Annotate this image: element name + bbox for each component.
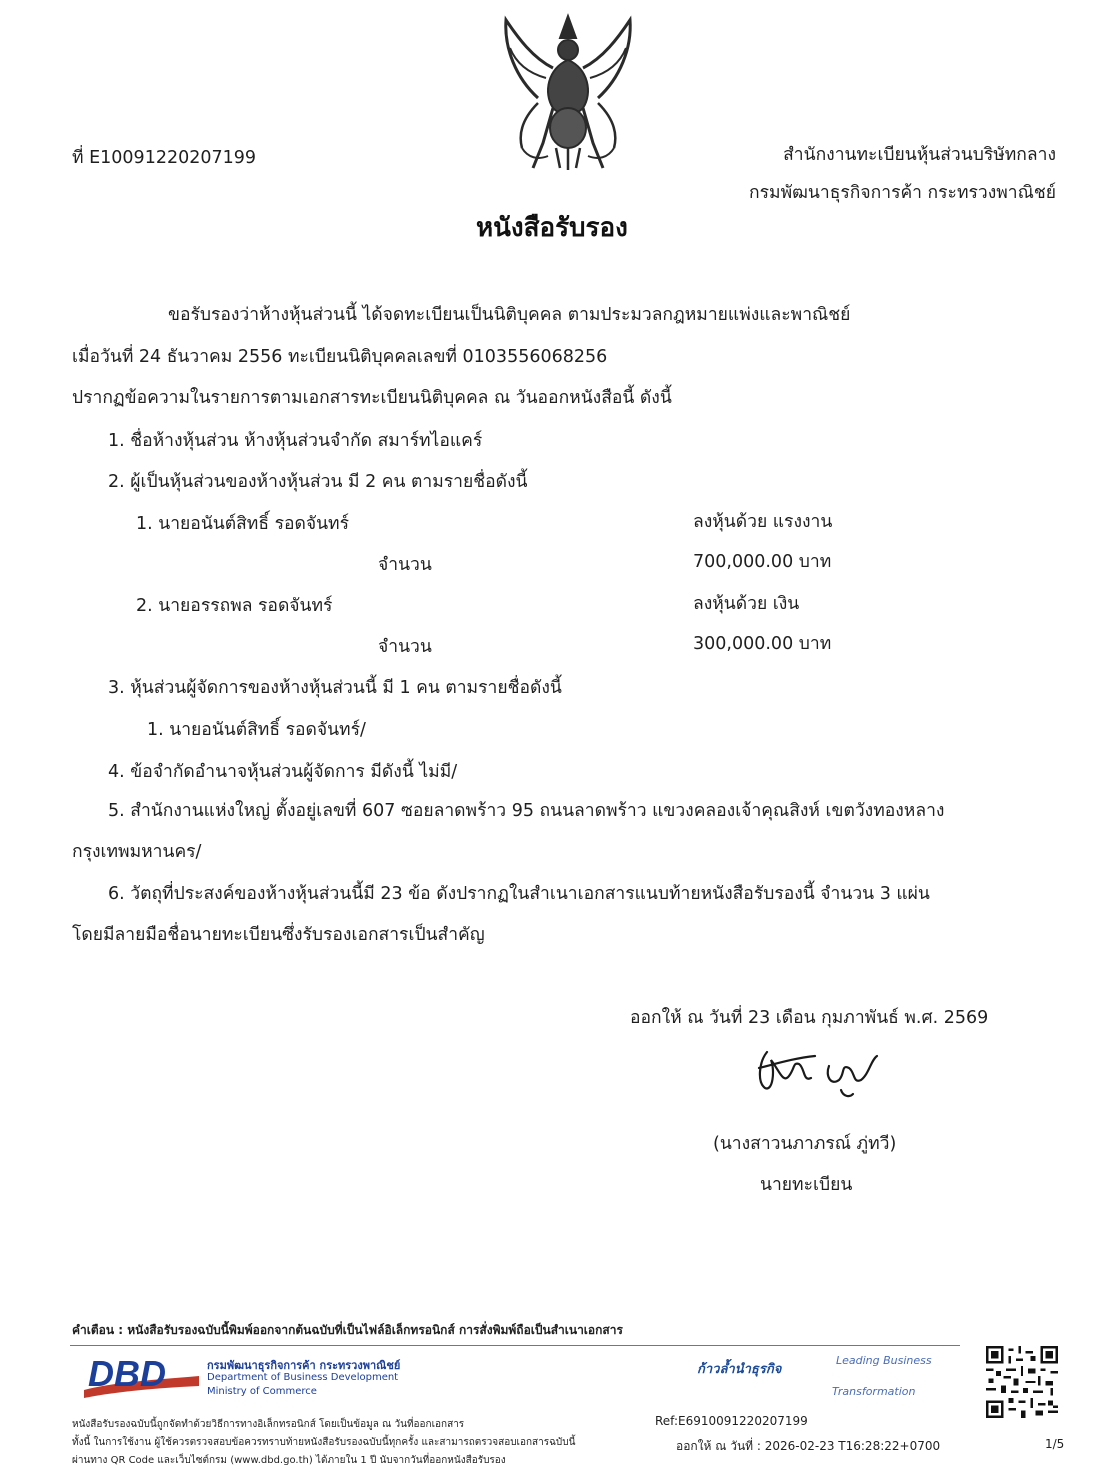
footer-note-3: ผ่านทาง QR Code และเว็บไซต์กรม (www.dbd.go.th) ได้ภายใน 1 ปี นับจากวันที่ออกหนังสือรับรอง: [72, 1455, 506, 1466]
item-3-managing-partners: 3. หุ้นส่วนผู้จัดการของห้างหุ้นส่วนนี้ มี 1 คน ตามรายชื่อดังนี้: [108, 678, 562, 698]
slogan-thai: ก้าวล้ำนำธุรกิจ: [697, 1362, 782, 1377]
item-5-head-office: 5. สำนักงานแห่งใหญ่ ตั้งอยู่เลขที่ 607 ซอยลาดพร้าว 95 ถนนลาดพร้าว แขวงคลองเจ้าคุณสิงห์ เขตวังทองหลาง: [108, 801, 945, 821]
slogan-english-1: Leading Business: [836, 1354, 932, 1367]
reference-number: Ref:E6910091220207199: [655, 1414, 808, 1428]
page-number: 1/5: [1045, 1437, 1065, 1451]
footer-warning: คำเตือน : หนังสือรับรองฉบับนี้พิมพ์ออกจากต้นฉบับที่เป็นไฟล์อิเล็กทรอนิกส์ การสั่งพิมพ์ถือเป็นสำเนาเอกสาร: [72, 1323, 623, 1337]
ministry-english-name: Ministry of Commerce: [207, 1386, 317, 1397]
issued-timestamp: ออกให้ ณ วันที่ : 2026-02-23 T16:28:22+0700: [676, 1439, 941, 1453]
item-4-authority-limits: 4. ข้อจำกัดอำนาจหุ้นส่วนผู้จัดการ มีดังนี้ ไม่มี/: [108, 762, 458, 782]
dbd-logo: [84, 1352, 199, 1400]
item-6-objectives-cont: โดยมีลายมือชื่อนายทะเบียนซึ่งรับรองเอกสารเป็นสำคัญ: [72, 925, 485, 945]
intro-line-1: ขอรับรองว่าห้างหุ้นส่วนนี้ ได้จดทะเบียนเป็นนิติบุคคล ตามประมวลกฎหมายแพ่งและพาณิชย์: [168, 305, 851, 325]
partner-amount-label: จำนวน: [378, 555, 432, 575]
partner-contribution: ลงหุ้นด้วย เงิน: [693, 594, 800, 614]
document-title: หนังสือรับรอง: [476, 213, 628, 243]
intro-line-3: ปรากฏข้อความในรายการตามเอกสารทะเบียนนิติบุคคล ณ วันออกหนังสือนี้ ดังนี้: [72, 388, 672, 408]
partner-name: 1. นายอนันต์สิทธิ์ รอดจันทร์: [136, 514, 349, 534]
partner-amount-label: จำนวน: [378, 637, 432, 657]
partner-contribution: ลงหุ้นด้วย แรงงาน: [693, 512, 833, 532]
registrar-title: นายทะเบียน: [760, 1175, 853, 1195]
item-6-objectives: 6. วัตถุที่ประสงค์ของห้างหุ้นส่วนนี้มี 23 ข้อ ดังปรากฏในสำเนาเอกสารแนบท้ายหนังสือรับรองนี้ จำนวน 3 แผ่น: [108, 884, 930, 904]
partner-amount: 700,000.00 บาท: [693, 552, 832, 572]
dept-thai-name: กรมพัฒนาธุรกิจการค้า กระทรวงพาณิชย์: [207, 1359, 401, 1372]
dept-english-name: Department of Business Development: [207, 1372, 399, 1383]
footer-note-1: หนังสือรับรองฉบับนี้ถูกจัดทำด้วยวิธีการทางอิเล็กทรอนิกส์ โดยเป็นข้อมูล ณ วันที่ออกเอกสาร: [72, 1419, 465, 1430]
svg-text:DBD: DBD: [88, 1353, 166, 1394]
document-number: ที่ E10091220207199: [72, 148, 257, 168]
department-name: กรมพัฒนาธุรกิจการค้า กระทรวงพาณิชย์: [749, 183, 1056, 203]
issue-date: ออกให้ ณ วันที่ 23 เดือน กุมภาพันธ์ พ.ศ. 2569: [630, 1008, 989, 1028]
footer-divider: [70, 1345, 960, 1346]
partner-amount: 300,000.00 บาท: [693, 634, 832, 654]
item-1-partnership-name: 1. ชื่อห้างหุ้นส่วน ห้างหุ้นส่วนจำกัด สมาร์ทไอแคร์: [108, 431, 483, 451]
qr-code[interactable]: [986, 1346, 1058, 1418]
item-2-partners-count: 2. ผู้เป็นหุ้นส่วนของห้างหุ้นส่วน มี 2 คน ตามรายชื่อดังนี้: [108, 472, 528, 492]
footer-note-2: ทั้งนี้ ในการใช้งาน ผู้ใช้ควรตรวจสอบข้อควรทราบท้ายหนังสือรับรองฉบับนี้ทุกครั้ง และสามารถตรวจสอบเอกสารฉบับนี้: [72, 1437, 576, 1448]
registrar-signature: [745, 1040, 895, 1100]
intro-line-2: เมื่อวันที่ 24 ธันวาคม 2556 ทะเบียนนิติบุคคลเลขที่ 0103556068256: [72, 347, 608, 367]
managing-partner-name: 1. นายอนันต์สิทธิ์ รอดจันทร์/: [147, 720, 366, 740]
office-name: สำนักงานทะเบียนหุ้นส่วนบริษัทกลาง: [783, 145, 1056, 165]
partner-name: 2. นายอรรถพล รอดจันทร์: [136, 596, 333, 616]
slogan-english-2: Transformation: [832, 1385, 916, 1398]
item-5-head-office-cont: กรุงเทพมหานคร/: [72, 842, 202, 862]
registrar-name: (นางสาวนภาภรณ์ ภู่ทวี): [713, 1134, 897, 1154]
garuda-emblem: [498, 8, 638, 173]
